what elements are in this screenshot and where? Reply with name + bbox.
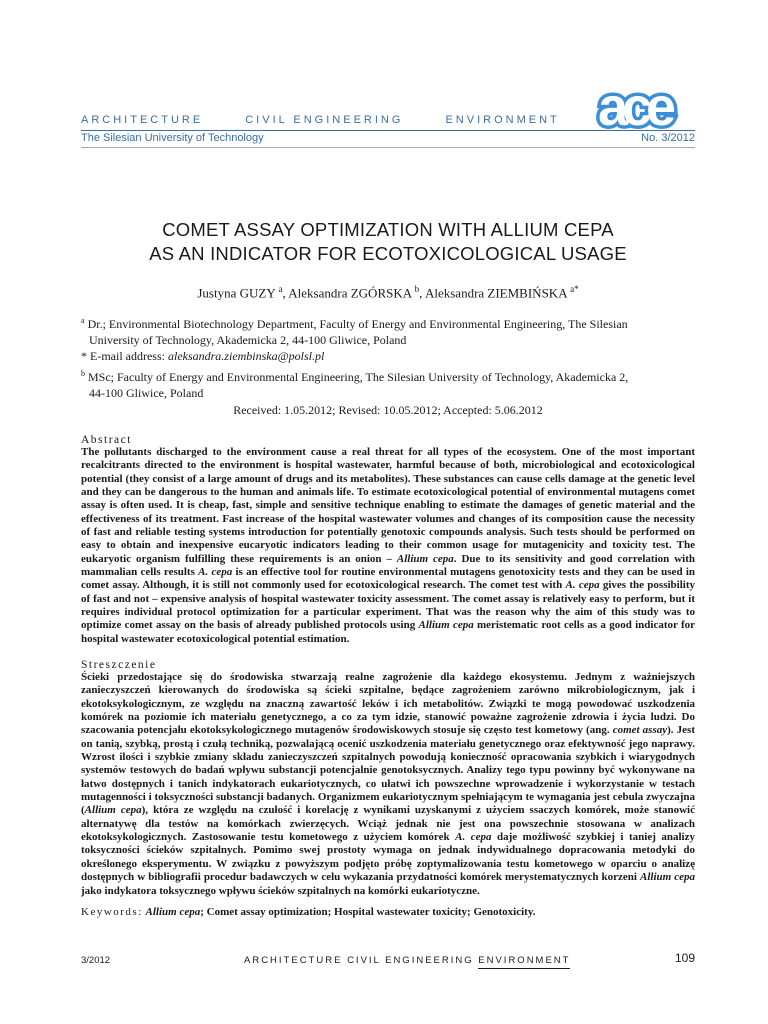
journal-name-bar xyxy=(81,114,560,126)
journal-word-architecture: ARCHITECTURE xyxy=(81,114,204,126)
keywords-rest: ; Comet assay optimization; Hospital wastewater toxicity; Genotoxicity. xyxy=(200,906,536,918)
author-1: Justyna GUZY xyxy=(197,285,276,301)
footer-word-architecture: ARCHITECTURE xyxy=(244,955,343,966)
author-2-affil-mark: b xyxy=(414,284,420,294)
streszczenie-text-part: ). Jest on tanią, szybką, prostą i czułą techniką, pozwalającą ocenić uszkodzenia materiału genetycznego oraz efektywność jego naprawy. Wzrost ilości i szybkie zmiany składu zanieczyszczeń szpitalnych powodują konieczność opracowania szybkich i wiarygodnych systemów testowych do badań wpływu substancji potencjalnie genotoksycznych. Analizy tego typu powinny być wykonywane na łatwo dostępnych i tanich indykatorach eukariotycznych, co ułatwi ich powszechne wprowadzenie i wykorzystanie w testach mutagenności i toksyczności substancji badanych. Organizmem eukariotycznym spełniającym te wymagania jest cebula zwyczajna ( xyxy=(81,724,695,817)
affiliation-b-line-1: MSc; Faculty of Energy and Environmental Engineering, The Silesian University of Technology, Akademicka 2, xyxy=(88,370,629,384)
affiliation-a-line-2: University of Technology, Akademicka 2, 44-100 Gliwice, Poland xyxy=(89,333,407,347)
streszczenie-text xyxy=(81,671,695,898)
affiliation-b xyxy=(81,366,695,401)
article-title xyxy=(81,218,695,266)
abstract-text-part: . Due to its sensitivity and good correlation with mammalian cells results xyxy=(81,552,695,579)
affiliation-b-line-2: 44-100 Gliwice, Poland xyxy=(89,386,204,400)
keywords xyxy=(81,906,695,918)
affiliation-a xyxy=(81,313,695,364)
streszczenie-italic: A. cepa xyxy=(455,831,492,844)
streszczenie-label: Streszczenie xyxy=(81,659,157,671)
abstract-italic: Allium cepa xyxy=(418,619,474,632)
abstract-text xyxy=(81,446,695,646)
abstract-italic: Allium cepa xyxy=(396,552,454,565)
affiliation-a-line-1: Dr.; Environmental Biotechnology Department, Faculty of Energy and Environmental Engineering, The Silesian xyxy=(87,317,628,331)
streszczenie-text-part: Ścieki przedostające się do środowiska stwarzają realne zagrożenie dla każdego ekosystemu. Jednym z ważniejszych zanieczyszczeń kierowanych do środowiska są ścieki szpitalne, będące zagrożeniem zarówno mikrobiologicznym, jak i ekotoksykologicznym, ze względu na znaczną zawartość leków i ich metabolitów. Związki te mogą powodować uszkodzenia komórek na poziomie ich materiału genetycznego, a co za tym idzie, stanowić poważne zagrożenie zdrowia i życia ludzi. Do szacowania potencjału ekotoksykologicznego mutagenów środowiskowych stosuje się często test kometowy (ang. xyxy=(81,671,695,737)
header-rule xyxy=(81,130,695,131)
page-number: 109 xyxy=(674,951,695,965)
journal-logo-text: ace xyxy=(597,84,671,132)
title-line-2: AS AN INDICATOR FOR ECOTOXICOLOGICAL USAGE xyxy=(149,243,627,264)
abstract-text-part: The pollutants discharged to the environment cause a real threat for all types of the ecosystem. One of the most important recalcitrants directed to the environment is hospital wastewater, harmful because of both, microbiological and ecotoxicological potential (they consist of a large amount of drugs and its metabolites). These substances can cause cells damage at the genetic level and they can be dangerous to the human and animals life. To estimate ecotoxicological potential of environmental mutagens comet assay is often used. It is cheap, fast, simple and sensitive technique enabling to estimate the damages of genetic material and the effectiveness of its treatment. Fast increase of the hospital wastewater volumes and changes of its composition cause the necessity of fast and reliable testing systems introduction for potentially genotoxic compounds analysis. Such tests should be performed on easy to obtain and inexpensive eucaryotic indicators leading to their common usage for mutagenicity and toxicity test. The eukaryotic organism fulfilling these requirements is an onion – xyxy=(81,446,695,565)
keywords-label: Keywords: xyxy=(81,906,143,918)
author-1-affil-mark: a xyxy=(278,284,283,294)
streszczenie-italic: Allium cepa xyxy=(640,871,695,884)
streszczenie-italic: Allium cepa xyxy=(84,804,142,817)
abstract-text-part: meristematic root cells as a good indicator for hospital wastewater ecotoxicological potential estimation. xyxy=(81,619,695,645)
keyword-allium: Allium cepa xyxy=(145,906,201,918)
title-line-1: COMET ASSAY OPTIMIZATION WITH ALLIUM CEPA xyxy=(162,219,614,240)
streszczenie-text-part: jako indykatora toksycznego wpływu ścieków szpitalnych na komórki eukariotyczne. xyxy=(81,884,480,897)
author-3-affil-mark: a* xyxy=(570,284,579,294)
author-list: Justyna GUZY $^a$, Aleksandra ZGÓRSKA $^b$, Aleksandra ZIEMBIŃSKA $^{a*}$ xyxy=(197,284,579,301)
abstract-text-part: is an effective tool for routine environmental mutagens genotoxicity tests and they can be used in comet assay. Although, it is still not commonly used for ecotoxicological research. The comet test with xyxy=(81,566,695,592)
footer-word-environment: ENVIRONMENT xyxy=(478,955,570,969)
streszczenie-text-part: daje możliwość szybkiej i taniej analizy toksyczności ścieków szpitalnych. Pomimo swej prostoty wymaga on jednak indywidualnego dopracowania metodyki do określonego eksperymentu. W związku z powyższym podjęto próbę zoptymalizowania testu kometowego w oparciu o analizę dostępnych w bibliografii procedur badawczych w celu wykazania przydatności komórek merystematycznych korzeni xyxy=(81,831,695,884)
issue-number: No. 3/2012 xyxy=(641,132,695,144)
footer-issue: 3/2012 xyxy=(81,955,111,966)
streszczenie-text-part: ), która ze względu na czułość i korelację z wynikami uzyskanymi z użyciem ssaczych komórek, może stanowić alternatywę dla testów na komórkach zwierzęcych. Wciąż jednak nie jest ona powszechnie stosowana w analizach ekotoksykologicznych. Zastosowanie testu kometowego z użyciem komórek xyxy=(81,804,695,844)
email-label: * E-mail address: xyxy=(81,349,165,363)
author-2: Aleksandra ZGÓRSKA xyxy=(288,285,412,301)
journal-word-civil-engineering: CIVIL ENGINEERING xyxy=(245,114,404,126)
footer-journal xyxy=(244,955,570,966)
abstract-italic: A. cepa xyxy=(565,579,600,592)
abstract-text-part: gives the possibility of fast and not – expensive analysis of hospital wastewater toxicity assessment. The comet assay is relatively easy to perform, but it requires individual protocol optimization for a particular experiment. That was the reason why the aim of this study was to optimize comet assay on the basis of already published protocols using xyxy=(81,579,695,632)
abstract-label: Abstract xyxy=(81,434,132,446)
affiliation-b-mark: b xyxy=(81,369,85,378)
university-name: The Silesian University of Technology xyxy=(81,132,264,144)
affiliation-a-mark: a xyxy=(81,316,85,325)
header-rule-lower xyxy=(81,147,695,148)
footer-word-civil: CIVIL ENGINEERING xyxy=(347,955,474,966)
author-3: Aleksandra ZIEMBIŃSKA xyxy=(424,285,567,301)
journal-logo-icon xyxy=(572,84,696,132)
journal-word-environment: ENVIRONMENT xyxy=(445,114,560,126)
abstract-italic: A. cepa xyxy=(198,566,233,579)
streszczenie-italic: comet assay xyxy=(612,724,668,737)
received-dates: Received: 1.05.2012; Revised: 10.05.2012; Accepted: 5.06.2012 xyxy=(233,403,543,417)
email-address[interactable]: aleksandra.ziembinska@polsl.pl xyxy=(167,349,325,363)
